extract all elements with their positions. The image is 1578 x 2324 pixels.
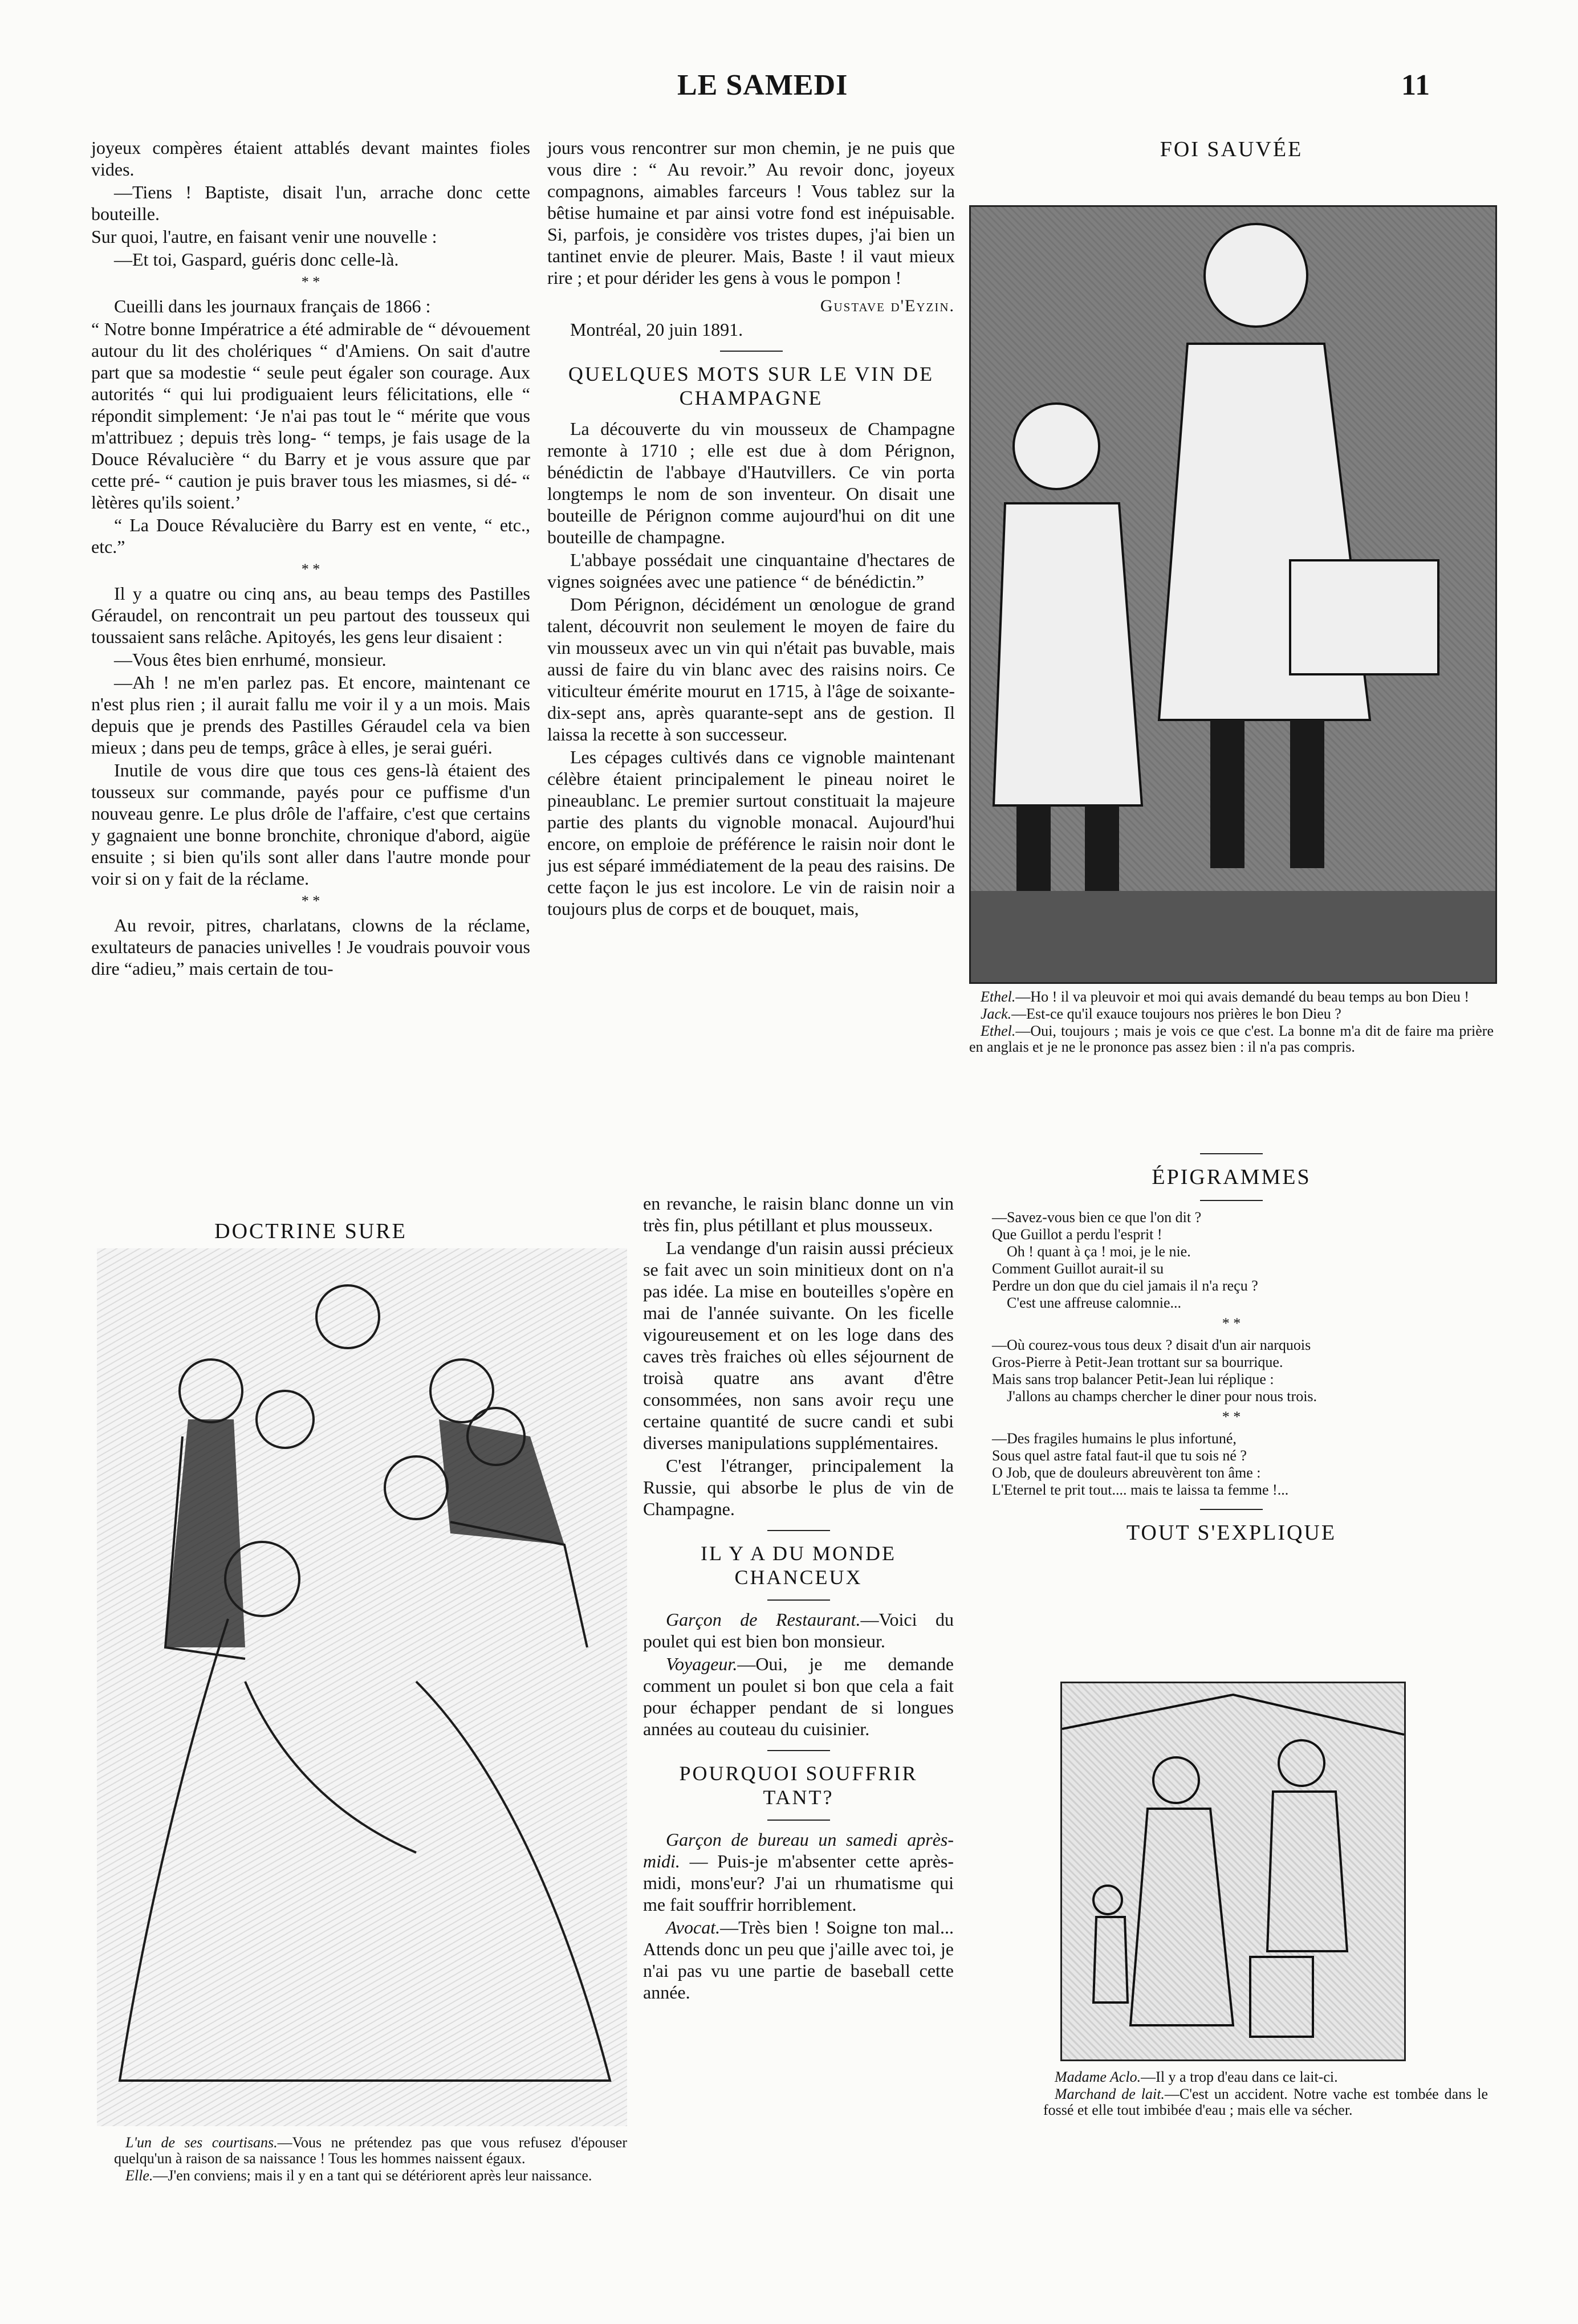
quote-end: “ La Douce Révalucière du Barry est en vente, “ etc., etc.” — [91, 515, 530, 557]
dialogue-speaker: Voyageur. — [666, 1654, 738, 1674]
divider — [767, 1530, 830, 1531]
asterism: * * — [301, 561, 320, 577]
section-title-monde: IL Y A DU MONDE CHANCEUX — [701, 1542, 896, 1589]
tout-caption — [1043, 2069, 1488, 2119]
caption-speaker: Marchand de lait. — [1055, 2086, 1165, 2102]
newspaper-title: LE SAMEDI — [677, 69, 848, 101]
divider — [1200, 1509, 1263, 1510]
paragraph: L'abbaye possédait une cinquantaine d'hectares de vignes soignées avec une patience “ de bénédictin.” — [547, 550, 955, 592]
divider — [767, 1820, 830, 1821]
section-title-doctrine: DOCTRINE SURE — [214, 1219, 407, 1243]
caption-text: —Il y a trop d'eau dans ce lait-ci. — [1141, 2069, 1338, 2085]
page-number: 11 — [1401, 69, 1431, 101]
caption-speaker: Jack. — [981, 1006, 1012, 1022]
section-title-epigrammes: ÉPIGRAMMES — [1152, 1165, 1311, 1189]
section-title-champagne: QUELQUES MOTS SUR LE VIN DE CHAMPAGNE — [568, 363, 934, 409]
caption-speaker: Ethel. — [981, 988, 1016, 1005]
caption-speaker: Elle. — [125, 2167, 153, 2184]
caption-speaker: Ethel. — [981, 1023, 1016, 1039]
paragraph: Les cépages cultivés dans ce vignoble maintenant célèbre étaient principalement le pineau noiret le pineaublanc. Le premier surtout constituait la majeure partie des plants du vignoble monacal. Aujourd'hui encore, on emploie de préférence le raisin noir dont le jus est séparé immédiatement de la peau des raisins. De cette façon le jus est incolore. Le vin de raisin noir a toujours plus de corps et de bouquet, mais, — [547, 747, 955, 919]
paragraph: —Tiens ! Baptiste, disait l'un, arrache donc cette bouteille. — [91, 182, 530, 224]
caption-speaker: Madame Aclo. — [1055, 2069, 1141, 2085]
paragraph: —Et toi, Gaspard, guéris donc celle-là. — [114, 249, 399, 270]
paragraph: La découverte du vin mousseux de Champagne remonte à 1710 ; elle est due à dom Pérignon, bénédictin de l'abbaye d'Hautvillers. Ce vin porta longtemps le nom de son inventeur. On disait une bouteille de Pérignon comme aujourd'hui on dit une bouteille de champagne. — [547, 418, 955, 547]
divider — [1200, 1200, 1263, 1201]
epigram: —Des fragiles humains le plus infortuné, Sous quel astre fatal faut-il que tu sois né ? O Job, que de douleurs abreuvèrent ton âme : L'Eternel te prit tout.... mais te laissa ta femme !... — [992, 1430, 1289, 1498]
dialogue-text: —Très bien ! Soigne ton mal... Attends donc un peu que j'aille avec toi, je n'ai pas vu une partie de baseball cette année. — [643, 1917, 954, 2003]
divider — [767, 1750, 830, 1751]
doctrine-caption — [114, 2135, 627, 2185]
divider — [1200, 1153, 1263, 1154]
column-1 — [91, 137, 530, 980]
paragraph: Sur quoi, l'autre, en faisant venir une nouvelle : — [91, 226, 437, 247]
epigrammes-section — [981, 1143, 1482, 1553]
dialogue-speaker: Avocat. — [666, 1917, 721, 1938]
divider — [720, 351, 783, 352]
foi-illustration — [969, 205, 1497, 984]
dialogue-speaker: Garçon de bureau un samedi après-midi. — [643, 1829, 954, 1871]
paragraph: Dom Pérignon, décidément un œnologue de grand talent, découvrit non seulement le moyen de faire du vin mousseux avec un vin qui n'était pas buvable, mais aussi de faire du vin blanc avec des raisins noirs. Ce viticulteur émérite mourut en 1715, à l'âge de soixante-dix-sept ans, après quarante-sept ans de gestion. Il laissa la recette à son successeur. — [547, 594, 955, 744]
dialogue-text: —Oui, je me demande comment un poulet si bon que cela a fait pour échapper pendant de si longues années au couteau du cuisinier. — [643, 1654, 954, 1739]
caption-text: —Oui, toujours ; mais je vois ce que c'est. La bonne m'a dit de faire ma prière en anglais et je ne le prononce pas assez bien : il n'a pas compris. — [969, 1023, 1494, 1055]
paragraph: en revanche, le raisin blanc donne un vin très fin, plus pétillant et plus mousseux. — [643, 1193, 954, 1235]
paragraph: —Vous êtes bien enrhumé, monsieur. — [114, 649, 387, 670]
caption-text: —Est-ce qu'il exauce toujours nos prières le bon Dieu ? — [1011, 1006, 1341, 1022]
dialogue-text: — Puis-je m'absenter cette après-midi, mons'eur? J'ai un rhumatisme qui me fait souffrir horriblement. — [643, 1851, 954, 1915]
dialogue-text: —Voici du poulet qui est bien bon monsieur. — [643, 1609, 954, 1651]
section-title-pourquoi: POURQUOI SOUFFRIR TANT? — [679, 1762, 918, 1809]
asterism: * * — [1222, 1409, 1241, 1425]
paragraph: Cueilli dans les journaux français de 1866 : — [114, 296, 431, 316]
dialogue-speaker: Garçon de Restaurant. — [666, 1609, 861, 1630]
signature: Gustave d'Eyzin. — [820, 296, 955, 315]
epigram: —Où courez-vous tous deux ? disait d'un air narquois Gros-Pierre à Petit-Jean trottant sur sa bourrique. Mais sans trop balancer Petit-Jean lui réplique : J'allons au champs chercher le diner pour nous trois. — [992, 1337, 1317, 1405]
doctrine-illustration — [97, 1248, 627, 2126]
paragraph: jours vous rencontrer sur mon chemin, je ne puis que vous dire : “ Au revoir.” Au revoir donc, joyeux compagnons, aimables farceurs ! Vous tablez sur la bêtise humaine et par ainsi votre fond est inépuisable. Si, parfois, je considère vos tristes dupes, j'ai bien un tantinet envie de pleurer. Mais, Baste ! il vaut mieux rire ; et pour dérider les gens à vous le pompon ! — [547, 137, 955, 288]
column-2 — [547, 137, 955, 921]
caption-text: —Ho ! il va pleuvoir et moi qui avais demandé du beau temps au bon Dieu ! — [1015, 988, 1470, 1005]
paragraph: joyeux compères étaient attablés devant maintes fioles vides. — [91, 137, 530, 180]
paragraph: Il y a quatre ou cinq ans, au beau temps des Pastilles Géraudel, on rencontrait un peu partout des tousseux qui toussaient sans relâche. Apitoyés, les gens leur disaient : — [91, 583, 530, 647]
foi-caption — [969, 989, 1494, 1056]
quote: “ Notre bonne Impératrice a été admirable de “ dévouement autour du lit des cholériques “ d'Amiens. On sait d'autre part que sa modestie “ seule peut égaler son courage. Aux autorités “ qui lui prodiguaient leurs félicitations, elle “ répondit simplement: ‘Je n'ai pas tout le “ mérite que vous m'attribuez ; depuis très long- “ temps, je fais usage de la Douce Révalucière “ du Barry et je vous assure que par cette pré- “ caution je puis braver tous les miasmes, si dé- “ lètères qu'ils soient.’ — [91, 319, 530, 512]
column-2-lower — [643, 1192, 954, 2004]
section-title-foi: FOI SAUVÉE — [1160, 137, 1303, 161]
paragraph: —Ah ! ne m'en parlez pas. Et encore, maintenant ce n'est plus rien ; il aurait fallu me voir il y a un mois. Mais depuis que je prends des Pastilles Géraudel cela va bien mieux ; dans peu de temps, grâce à elles, je serai guéri. — [91, 672, 530, 758]
caption-text: —J'en conviens; mais il y en a tant qui se détériorent après leur naissance. — [153, 2167, 592, 2184]
asterism: * * — [301, 274, 320, 290]
caption-speaker: L'un de ses courtisans. — [125, 2134, 278, 2151]
paragraph: Inutile de vous dire que tous ces gens-là étaient des tousseux sur commande, payés pour ce puffisme d'un nouveau genre. Le plus drôle de l'affaire, c'est que certains y gagnaient une bonne bronchite, chronique d'abord, aigüe ensuite ; si bien qu'ils sont aller dans l'autre monde pour voir si on y fait de la réclame. — [91, 760, 530, 889]
tout-illustration — [1060, 1682, 1406, 2061]
divider — [767, 1599, 830, 1601]
asterism: * * — [301, 893, 320, 909]
paragraph: Au revoir, pitres, charlatans, clowns de la réclame, exultateurs de panacies univelles ! Je voudrais pouvoir vous dire “adieu,” mais certain de tou- — [91, 915, 530, 979]
caption-text: —C'est un accident. Notre vache est tombée dans le fossé et elle tout imbibée d'eau ; mais elle va sécher. — [1043, 2086, 1488, 2118]
paragraph: C'est l'étranger, principalement la Russie, qui absorbe le plus de vin de Champagne. — [643, 1455, 954, 1519]
asterism: * * — [1222, 1315, 1241, 1332]
section-title-tout: TOUT S'EXPLIQUE — [1126, 1521, 1337, 1545]
caption-text: —Vous ne prétendez pas que vous refusez d'épouser quelqu'un à raison de sa naissance ! Tous les hommes naissent égaux. — [114, 2134, 627, 2167]
paragraph: La vendange d'un raisin aussi précieux se fait avec un soin minitieux dont on n'a pas idée. La mise en bouteilles s'opère en mai de l'année suivante. On les ficelle vigoureusement et on les loge dans des caves très fraiches où elles séjournent de troisà quatre ans avant d'être consommées, non sans avoir reçu une certaine quantité de sucre candi et subi diverses manipulations supplémentaires. — [643, 1238, 954, 1453]
dateline: Montréal, 20 juin 1891. — [570, 319, 743, 340]
epigram: —Savez-vous bien ce que l'on dit ? Que Guillot a perdu l'esprit ! Oh ! quant à ça ! moi, je le nie. Comment Guillot aurait-il su Perdre un don que du ciel jamais il n'a reçu ? C'est une affreuse calomnie... — [992, 1209, 1258, 1311]
